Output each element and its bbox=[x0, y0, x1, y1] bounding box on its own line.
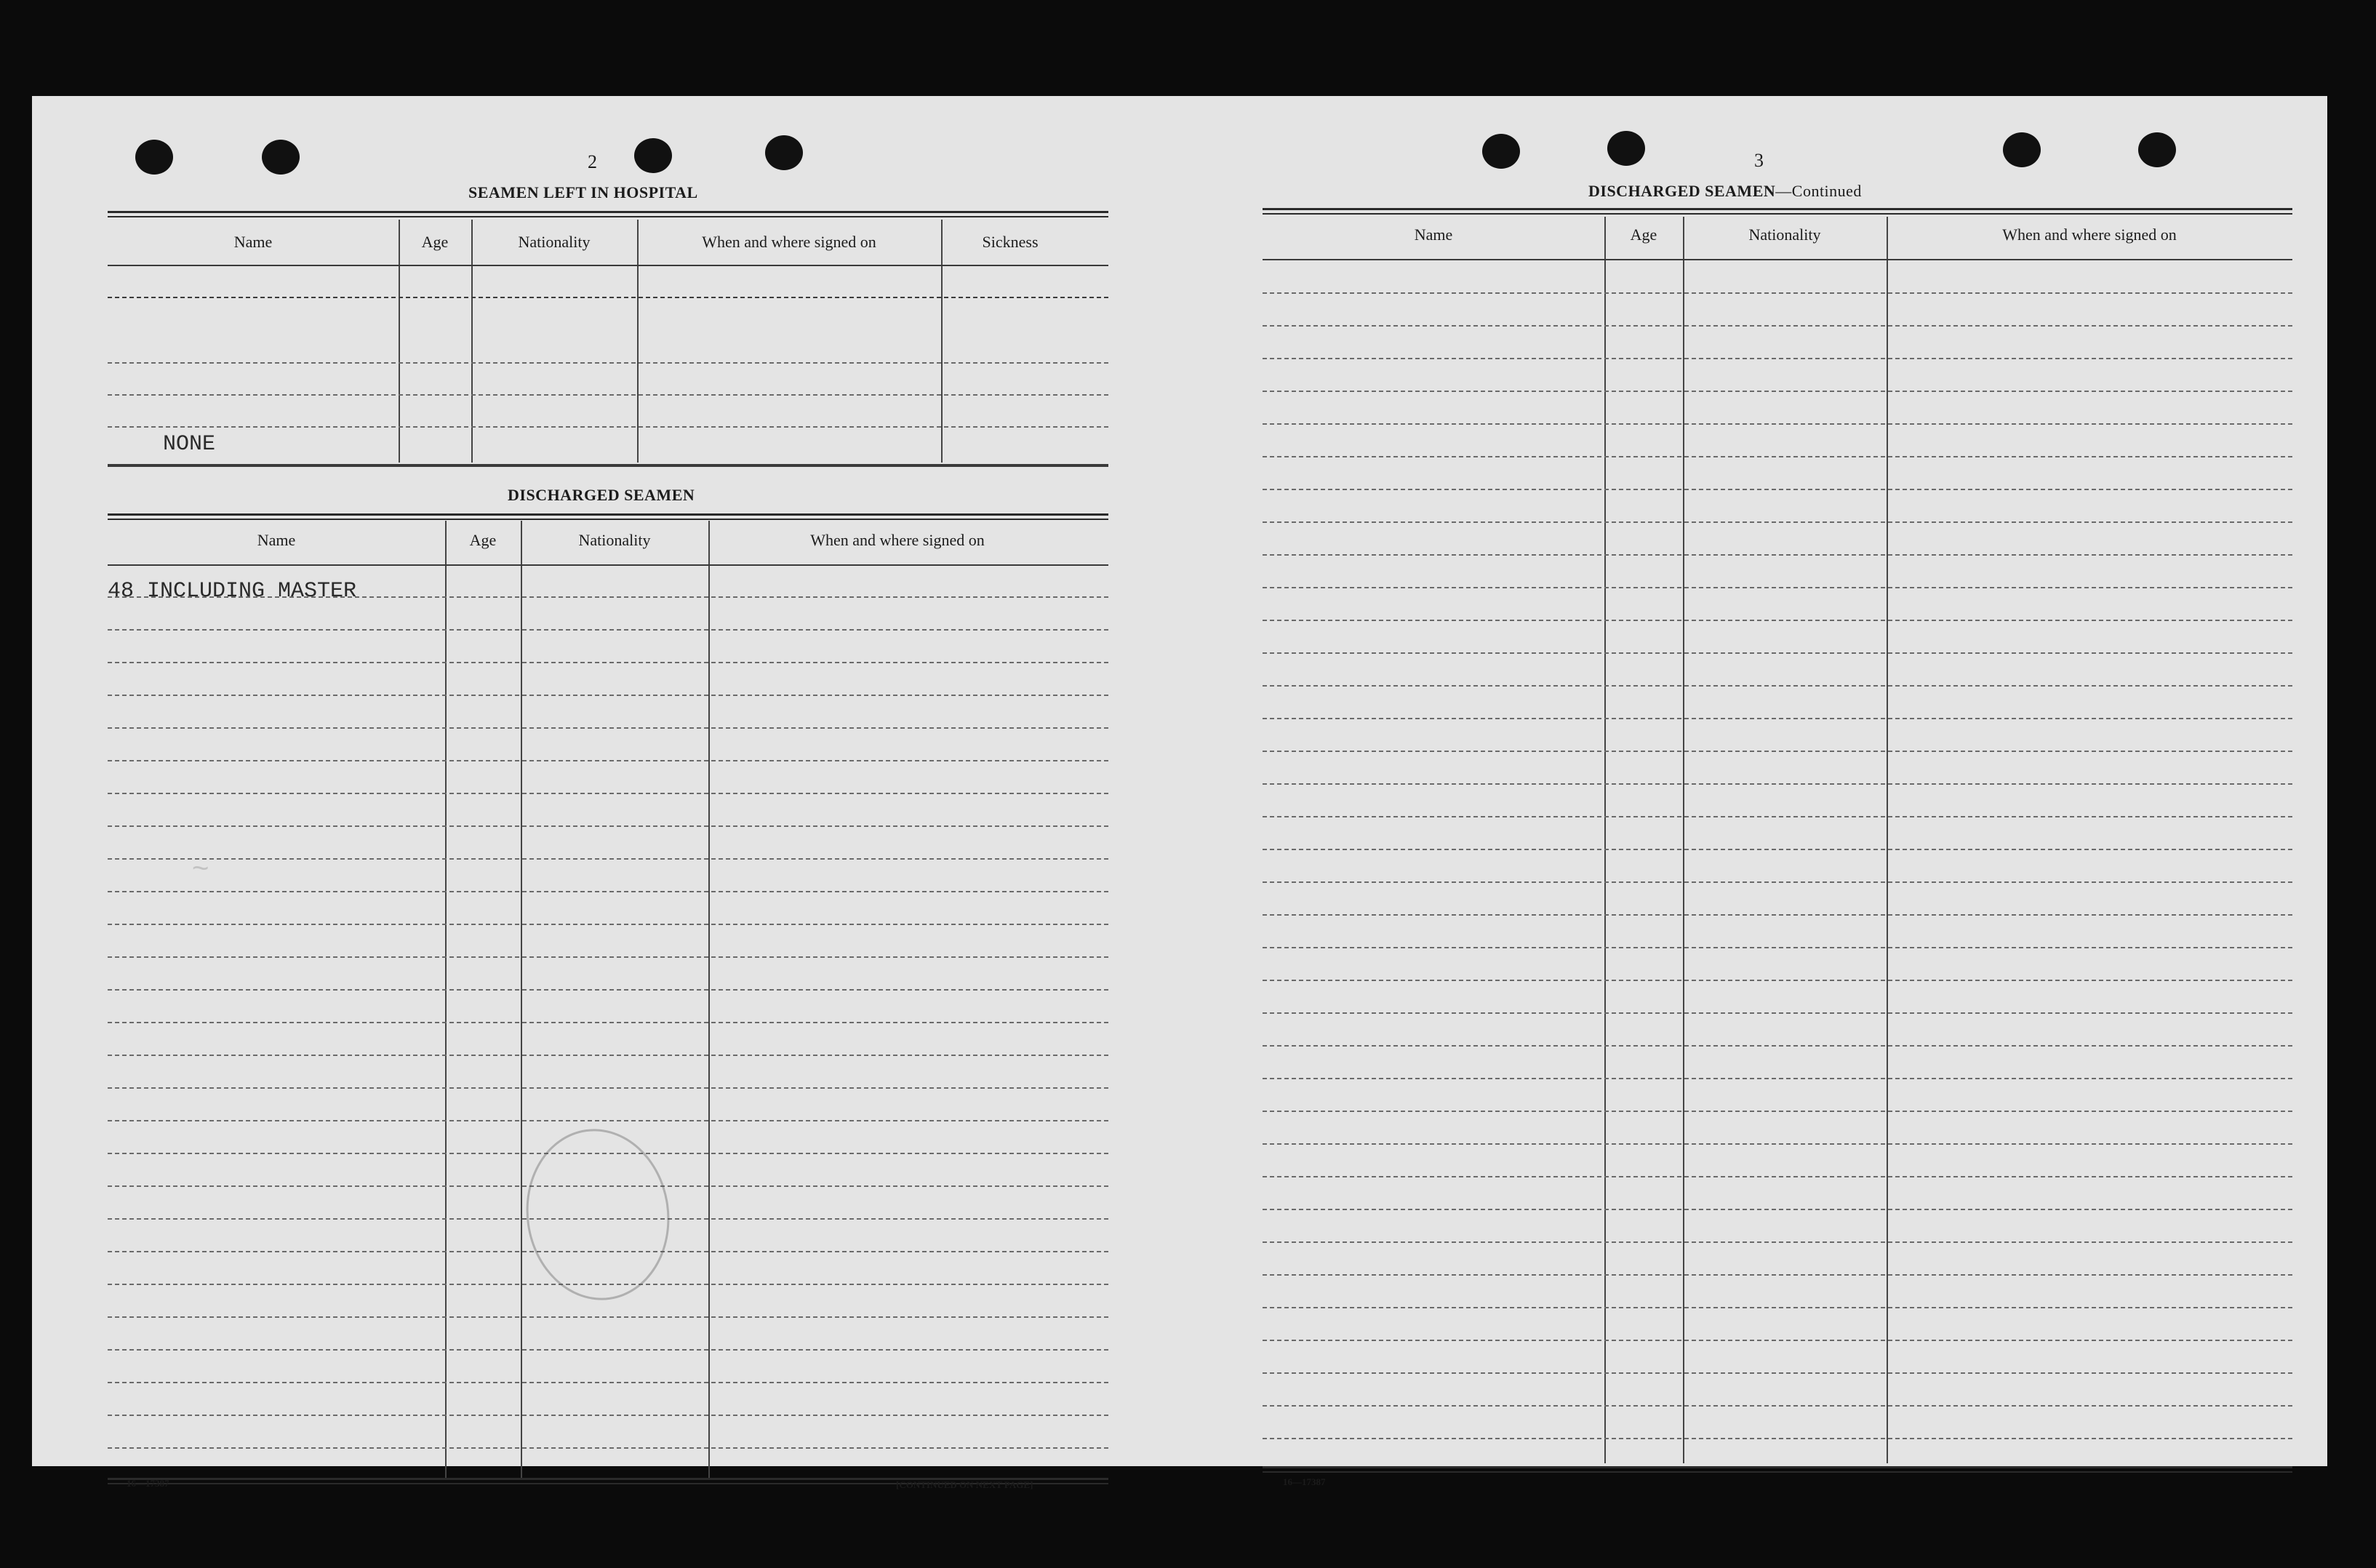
page-number: 3 bbox=[1754, 150, 1764, 171]
document-sheet bbox=[32, 96, 2327, 1490]
ledger-line bbox=[1263, 1143, 2292, 1145]
ledger-line bbox=[108, 1447, 1108, 1449]
column-header-age: Age bbox=[1630, 225, 1657, 244]
ledger-line bbox=[1263, 587, 2292, 588]
ledger-line bbox=[1263, 914, 2292, 916]
discharged-continued-table bbox=[1263, 217, 2292, 1468]
ledger-line bbox=[1263, 1372, 2292, 1374]
column-header-name: Name bbox=[1414, 225, 1453, 244]
ledger-line bbox=[1263, 751, 2292, 752]
ledger-line bbox=[108, 695, 1108, 696]
ledger-line bbox=[1263, 1438, 2292, 1439]
hospital-entry: NONE bbox=[163, 432, 216, 457]
ledger-line bbox=[1263, 358, 2292, 359]
ledger-line bbox=[1263, 1176, 2292, 1177]
ledger-line bbox=[1263, 620, 2292, 621]
ledger-line bbox=[1263, 456, 2292, 457]
ledger-line bbox=[1263, 489, 2292, 490]
ledger-line bbox=[1263, 783, 2292, 785]
hospital-section-title: SEAMEN LEFT IN HOSPITAL bbox=[468, 183, 698, 201]
ledger-line bbox=[1263, 1012, 2292, 1014]
ledger-line bbox=[1263, 849, 2292, 850]
ledger-line bbox=[1263, 1405, 2292, 1407]
column-header-sickness: Sickness bbox=[982, 233, 1039, 251]
ledger-line bbox=[108, 825, 1108, 827]
ledger-line bbox=[1263, 554, 2292, 556]
bottom-rule bbox=[1263, 1466, 2292, 1473]
title-main: DISCHARGED SEAMEN bbox=[1588, 182, 1776, 200]
form-number: 16—17387 bbox=[127, 1478, 169, 1489]
ledger-line bbox=[108, 1349, 1108, 1351]
ledger-line bbox=[1263, 1078, 2292, 1079]
ledger-line bbox=[108, 760, 1108, 761]
hospital-header-rule bbox=[108, 265, 1108, 266]
ledger-line bbox=[108, 1120, 1108, 1121]
discharged-section-title: DISCHARGED SEAMEN bbox=[508, 486, 695, 504]
ledger-line bbox=[1263, 816, 2292, 817]
column-divider bbox=[445, 521, 447, 1478]
left-page bbox=[32, 96, 1123, 1490]
ledger-line bbox=[108, 727, 1108, 729]
ledger-line bbox=[108, 362, 1108, 364]
ledger-line bbox=[108, 629, 1108, 631]
hospital-top-rule bbox=[108, 211, 1108, 217]
ledger-line bbox=[108, 1316, 1108, 1318]
ledger-line bbox=[108, 858, 1108, 860]
header-rule bbox=[1263, 259, 2292, 260]
column-header-age: Age bbox=[421, 233, 449, 251]
ledger-line bbox=[1263, 521, 2292, 523]
top-rule bbox=[1263, 208, 2292, 215]
column-header-signed-on: When and where signed on bbox=[810, 531, 985, 549]
column-header-name: Name bbox=[233, 233, 273, 251]
ledger-line bbox=[108, 426, 1108, 428]
ledger-line bbox=[108, 1022, 1108, 1023]
ledger-line bbox=[1263, 1045, 2292, 1047]
ledger-line bbox=[1263, 292, 2292, 294]
hospital-row-rule bbox=[108, 297, 1108, 298]
ledger-line bbox=[108, 1382, 1108, 1383]
discharged-top-rule bbox=[108, 513, 1108, 520]
faint-mark: ~ bbox=[192, 852, 209, 884]
ledger-line bbox=[108, 1087, 1108, 1089]
column-header-signed-on: When and where signed on bbox=[702, 233, 876, 251]
column-divider bbox=[1683, 217, 1684, 1463]
ledger-line bbox=[1263, 980, 2292, 981]
ledger-line bbox=[1263, 1274, 2292, 1276]
form-number: 16—17387 bbox=[1283, 1476, 1326, 1487]
column-header-nationality: Nationality bbox=[578, 531, 651, 549]
ledger-line bbox=[1263, 325, 2292, 327]
ledger-line bbox=[1263, 1340, 2292, 1341]
ledger-line bbox=[108, 662, 1108, 663]
ledger-line bbox=[108, 793, 1108, 794]
ledger-line bbox=[1263, 391, 2292, 392]
column-header-name: Name bbox=[257, 531, 296, 549]
column-header-signed-on: When and where signed on bbox=[2002, 225, 2177, 244]
hospital-table bbox=[108, 220, 1108, 467]
column-divider bbox=[1887, 217, 1888, 1463]
right-page bbox=[1196, 96, 2327, 1487]
ledger-line bbox=[1263, 1111, 2292, 1112]
column-divider bbox=[521, 521, 522, 1478]
ledger-line bbox=[1263, 1209, 2292, 1210]
ledger-line bbox=[108, 924, 1108, 925]
hospital-bottom-rule bbox=[108, 465, 1108, 467]
column-header-age: Age bbox=[469, 531, 497, 549]
ledger-line bbox=[108, 1055, 1108, 1056]
ledger-line bbox=[1263, 1241, 2292, 1243]
ledger-line bbox=[108, 989, 1108, 991]
ledger-line bbox=[1263, 947, 2292, 948]
ledger-line bbox=[108, 394, 1108, 396]
ledger-line bbox=[1263, 685, 2292, 687]
title-suffix: —Continued bbox=[1775, 182, 1862, 200]
ledger-line bbox=[108, 1415, 1108, 1416]
ledger-line bbox=[1263, 881, 2292, 883]
ledger-line bbox=[1263, 718, 2292, 719]
ledger-line bbox=[1263, 652, 2292, 654]
discharged-entry: 48 INCLUDING MASTER bbox=[108, 579, 357, 604]
ledger-line bbox=[1263, 423, 2292, 425]
page-number: 2 bbox=[588, 151, 597, 172]
column-divider bbox=[1604, 217, 1606, 1463]
column-divider bbox=[708, 521, 710, 1478]
header-rule bbox=[108, 564, 1108, 566]
ledger-line bbox=[108, 891, 1108, 892]
ledger-line bbox=[108, 956, 1108, 958]
column-header-nationality: Nationality bbox=[518, 233, 591, 251]
hospital-bottom-rule bbox=[108, 464, 1108, 465]
column-header-nationality: Nationality bbox=[1748, 225, 1821, 244]
ledger-line bbox=[1263, 1307, 2292, 1308]
discharged-table bbox=[108, 521, 1108, 1481]
continued-note: [CONTINUED ON NEXT PAGE] bbox=[896, 1479, 1033, 1490]
discharged-continued-title bbox=[1588, 182, 1862, 201]
